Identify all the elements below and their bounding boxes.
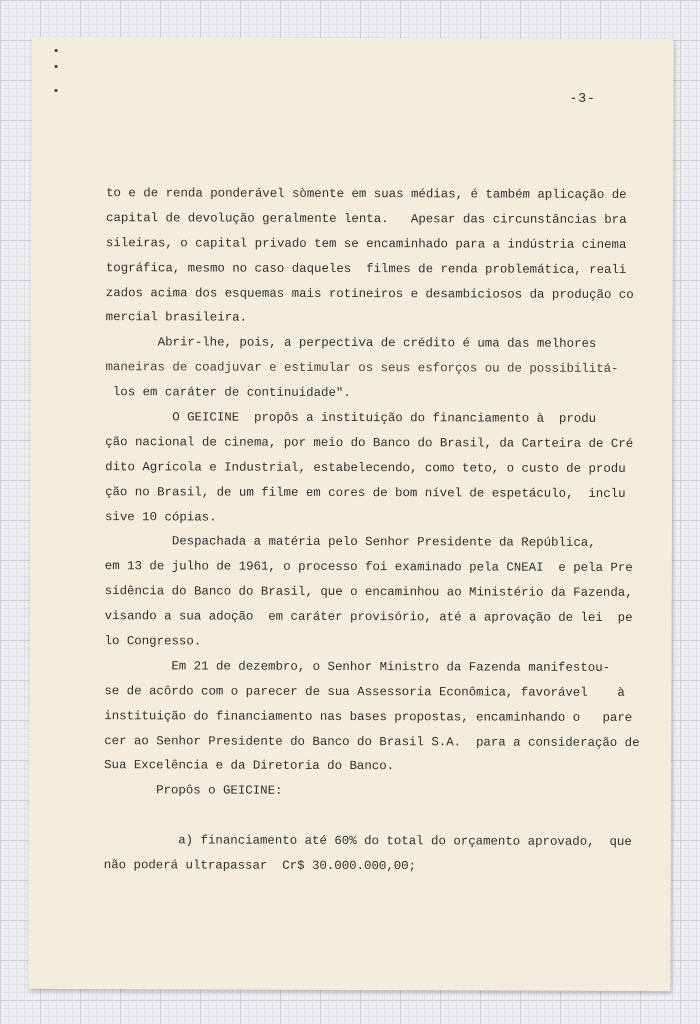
text-line: los em caráter de continuidade". [105, 385, 351, 401]
text-line: cer ao Senhor Presidente do Banco do Brasil S.A. para a consideração de [104, 733, 640, 750]
text-line: sive 10 cópias. [104, 509, 217, 525]
text-line: a) financiamento até 60% do total do orçamento aprovado, que [103, 833, 632, 850]
text-line: sidência do Banco do Brasil, que o encaminhou ao Ministério da Fazenda, [104, 584, 633, 601]
body-text [103, 181, 640, 880]
text-line: tográfica, mesmo no caso daqueles filmes de renda problemática, reali [105, 260, 627, 277]
text-line: Sua Excelência e da Diretoria do Banco. [104, 758, 395, 774]
text-line [104, 803, 632, 830]
text-line: lo Congresso. [104, 634, 202, 649]
text-line: maneiras de coadjuvar e estimular os seus esforços ou de possibilitá- [105, 360, 619, 377]
text-line: instituição do financiamento nas bases propostas, encaminhando o pare [104, 708, 633, 725]
text-line: Abrir-lhe, pois, a perpectiva de crédito é uma das melhores [105, 335, 597, 352]
text-line: ção nacional de cinema, por meio do Banco do Brasil, da Carteira de Cré [105, 435, 634, 451]
text-line: visando a sua adoção em caráter provisório, até a aprovação de lei pe [104, 609, 633, 626]
punch-hole-mark [54, 89, 57, 92]
text-line: se de acôrdo com o parecer de sua Assessoria Econômica, favorável à [104, 683, 625, 700]
text-line: ção no Brasil, de um filme em cores de bom nível de espetáculo, inclu [105, 484, 626, 501]
text-line: capital de devolução geralmente lenta. Apesar das circunstâncias bra [106, 211, 627, 227]
text-line: mercial brasileira. [105, 310, 247, 326]
text-line: dito Agrícola e Industrial, estabelecendo, como teto, o custo de produ [105, 459, 626, 476]
punch-hole-mark [55, 49, 58, 52]
page-number: -3- [569, 90, 596, 106]
punch-hole-mark [55, 65, 58, 68]
document-page [28, 37, 673, 991]
text-line: em 13 de julho de 1961, o processo foi examinado pela CNEAI e pela Pre [104, 559, 633, 576]
text-line: Despachada a matéria pelo Senhor Presidente da República, [104, 534, 596, 551]
text-line: Em 21 de dezembro, o Senhor Ministro da Fazenda manifestou- [104, 659, 611, 675]
text-line: to e de renda ponderável sòmente em suas médias, é também aplicação de [106, 186, 627, 202]
text-line: sileiras, o capital privado tem se encaminhado para a indústria cinema [105, 235, 627, 252]
text-line: Propôs o GEICINE: [104, 783, 283, 799]
text-line: O GEICINE propôs a instituição do financiamento à produ [105, 410, 597, 426]
text-line: zados acima dos esquemas mais rotineiros e desambiciosos da produção co [105, 285, 634, 302]
text-line: não poderá ultrapassar Cr$ 30.000.000,00; [103, 858, 417, 874]
